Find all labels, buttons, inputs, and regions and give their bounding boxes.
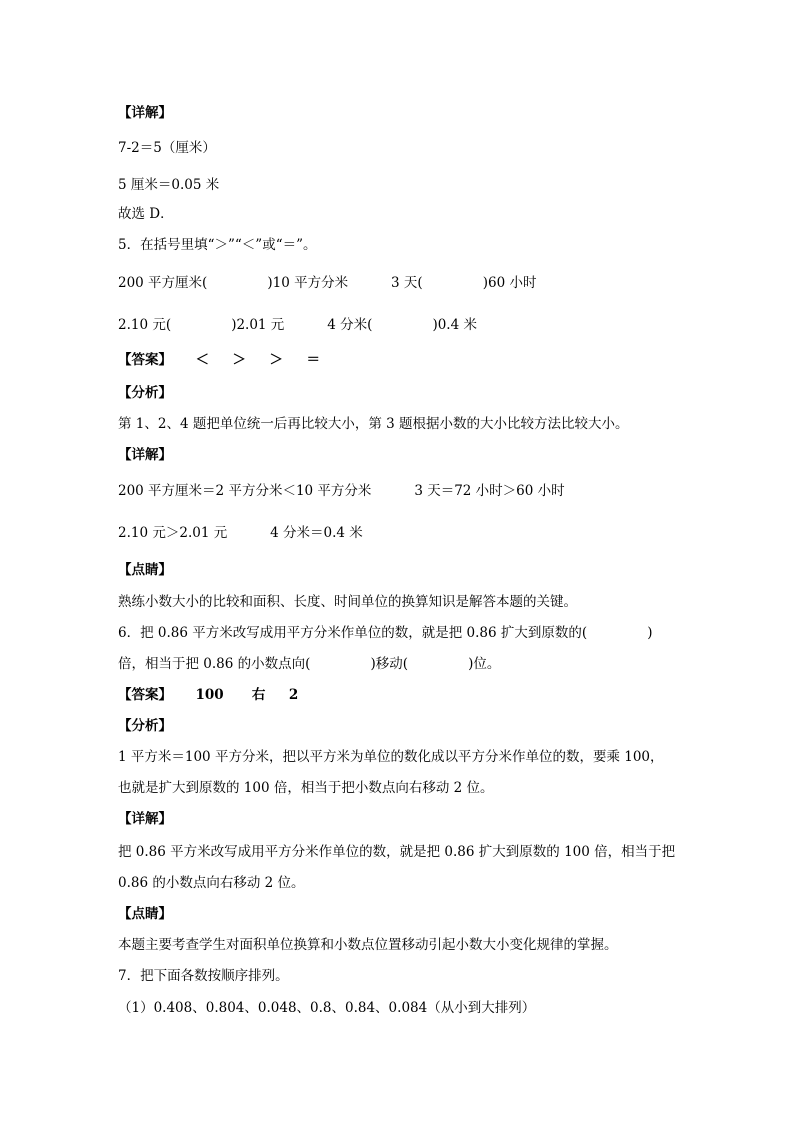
heading-analysis: 【分析】: [118, 718, 172, 734]
question-5-row-1: 200 平方厘米( )10 平方分米 3 天( )60 小时: [118, 275, 537, 291]
answer-line: 【答案】 ＜ ＞ ＞ ＝: [118, 352, 320, 368]
text-line: 把 0.86 平方米改写成用平方分米作单位的数，就是把 0.86 扩大到原数的 100 倍，相当于把: [118, 844, 676, 860]
heading-detail: 【详解】: [118, 447, 172, 463]
question-7: 7．把下面各数按顺序排列。: [118, 968, 289, 984]
question-7-part-1: （1）0.408、0.804、0.048、0.8、0.84、0.084（从小到大排列）: [118, 1000, 536, 1016]
heading-key-point: 【点睛】: [118, 906, 172, 922]
text-line: 故选 D．: [118, 206, 174, 222]
text-line: 7-2＝5（厘米）: [118, 140, 216, 156]
question-6: 6．把 0.86 平方米改写成用平方分米作单位的数，就是把 0.86 扩大到原数的( ): [118, 625, 653, 641]
text-line: 200 平方厘米＝2 平方分米＜10 平方分米 3 天＝72 小时＞60 小时: [118, 483, 565, 499]
text-line: 5 厘米＝0.05 米: [118, 177, 220, 193]
answer-line: 【答案】 100 右 2: [118, 687, 299, 703]
heading-detail: 【详解】: [118, 105, 172, 121]
question-6-cont: 倍，相当于把 0.86 的小数点向( )移动( )位。: [118, 656, 501, 672]
text-line: 0.86 的小数点向右移动 2 位。: [118, 875, 305, 891]
question-5-row-2: 2.10 元( )2.01 元 4 分米( )0.4 米: [118, 317, 477, 333]
question-5: 5．在括号里填“＞”“＜”或“＝”。: [118, 237, 317, 253]
heading-detail: 【详解】: [118, 811, 172, 827]
text-line: 第 1、2、4 题把单位统一后再比较大小，第 3 题根据小数的大小比较方法比较大小。: [118, 416, 629, 432]
text-line: 2.10 元＞2.01 元 4 分米＝0.4 米: [118, 525, 363, 541]
text-line: 1 平方米＝100 平方分米，把以平方米为单位的数化成以平方分米作单位的数，要乘 100，: [118, 749, 664, 765]
heading-analysis: 【分析】: [118, 385, 172, 401]
text-line: 也就是扩大到原数的 100 倍，相当于把小数点向右移动 2 位。: [118, 780, 494, 796]
heading-key-point: 【点睛】: [118, 562, 172, 578]
text-line: 本题主要考查学生对面积单位换算和小数点位置移动引起小数大小变化规律的掌握。: [118, 937, 618, 953]
text-line: 熟练小数大小的比较和面积、长度、时间单位的换算知识是解答本题的关键。: [118, 594, 577, 610]
